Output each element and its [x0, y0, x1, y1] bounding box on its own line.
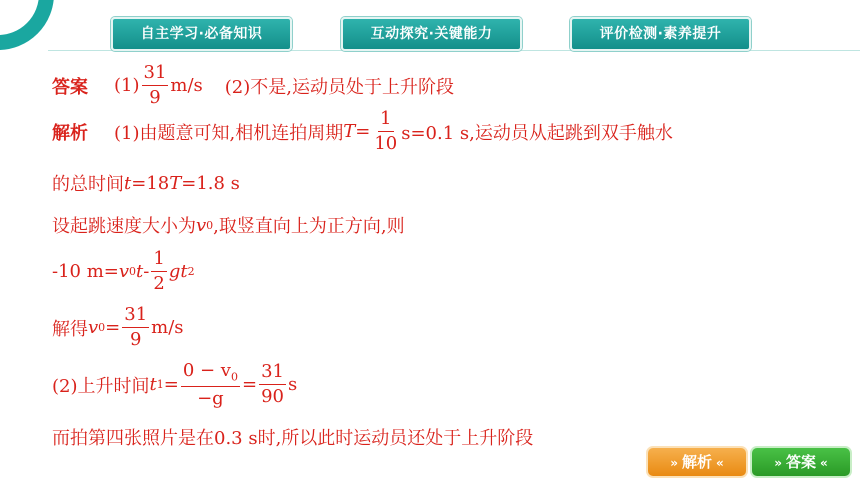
answer-part2: (2)不是,运动员处于上升阶段 — [224, 76, 454, 98]
analysis-line-5 — [52, 306, 184, 349]
fraction-numerator: 31 — [122, 306, 149, 328]
fraction-denominator: −g — [197, 387, 224, 409]
equals: = — [105, 317, 121, 338]
analysis-line-1 — [52, 110, 673, 153]
fraction-denominator: 10 — [374, 133, 398, 154]
tab-evaluation[interactable]: 评价检测·素养提升 — [570, 17, 751, 51]
analysis-label: 解析 — [52, 122, 88, 144]
analysis-button[interactable] — [646, 446, 748, 478]
text: =18 — [131, 172, 170, 194]
numerator-text: 0 − v — [182, 360, 231, 381]
unit: m/s — [151, 317, 184, 338]
answer-button[interactable] — [750, 446, 852, 478]
subscript: 1 — [156, 378, 164, 392]
fraction-numerator: 31 — [142, 64, 169, 86]
tab-self-study[interactable]: 自主学习·必备知识 — [111, 17, 292, 51]
fraction-numerator: 1 — [378, 110, 393, 132]
text: (1)由题意可知,相机连拍周期 — [114, 122, 344, 144]
analysis-line-2 — [52, 170, 240, 196]
fraction-numerator — [181, 362, 240, 387]
var-T: T — [343, 121, 356, 142]
text: 而拍第四张照片是在0.3 s时,所以此时运动员还处于上升阶段 — [52, 428, 534, 449]
var-v: v — [88, 317, 99, 338]
text: 解得 — [52, 318, 88, 340]
text: (2)上升时间 — [52, 375, 150, 397]
tab-interactive-exploration[interactable]: 互动探究·关键能力 — [341, 17, 522, 51]
superscript: 2 — [187, 265, 195, 278]
fraction-1-10 — [372, 110, 399, 153]
fraction-numerator: 31 — [259, 363, 286, 385]
answer-button-label: 答案 — [785, 453, 816, 471]
text: ,取竖直向上为正方向,则 — [213, 216, 405, 237]
var-t: t — [124, 172, 132, 194]
var-g: g — [168, 261, 181, 282]
unit: s — [287, 374, 298, 396]
chevron-right-icon: » — [774, 456, 782, 470]
answer-fraction — [142, 64, 169, 107]
analysis-line-3 — [52, 212, 405, 238]
chevron-right-icon: » — [670, 456, 678, 470]
equals: = — [355, 121, 371, 142]
fraction-31-9 — [122, 306, 149, 349]
fraction-denominator: 9 — [129, 329, 142, 350]
var-t: t — [136, 261, 144, 282]
equals: = — [241, 374, 258, 396]
equals: = — [163, 374, 179, 396]
var-t: t — [180, 261, 188, 282]
var-t: t — [149, 374, 157, 396]
var-v: v — [118, 261, 130, 282]
fraction-numerator: 1 — [151, 250, 166, 272]
fraction-denominator: 90 — [261, 386, 284, 408]
answer-label: 答案 — [52, 76, 88, 98]
var-v: v — [196, 214, 207, 236]
var-T: T — [169, 172, 182, 194]
text: -10 m= — [52, 261, 119, 282]
subscript: 0 — [206, 218, 214, 232]
analysis-line-7 — [52, 424, 533, 450]
fraction-velocity-over-g — [181, 362, 240, 408]
text: 设起跳速度大小为 — [52, 216, 196, 237]
subscript: 0 — [98, 321, 106, 334]
answer-line — [52, 64, 454, 107]
chevron-left-icon: « — [716, 456, 724, 470]
answer-unit: m/s — [170, 75, 203, 96]
analysis-button-label: 解析 — [681, 453, 712, 471]
text: =1.8 s — [181, 172, 240, 194]
chevron-left-icon: « — [820, 456, 828, 470]
fraction-1-2 — [151, 250, 166, 293]
corner-ring-decoration — [0, 0, 54, 50]
text: s=0.1 s,运动员从起跳到双手触水 — [401, 122, 673, 144]
subscript: 0 — [129, 265, 137, 278]
minus: - — [143, 261, 150, 282]
analysis-line-6 — [52, 362, 297, 408]
fraction-denominator: 9 — [149, 87, 161, 108]
analysis-line-4 — [52, 250, 195, 293]
fraction-denominator: 2 — [153, 273, 165, 294]
text: 的总时间 — [52, 174, 124, 195]
answer-part1-prefix: (1) — [114, 75, 140, 96]
subscript: 0 — [230, 370, 238, 384]
fraction-31-90 — [259, 363, 286, 406]
